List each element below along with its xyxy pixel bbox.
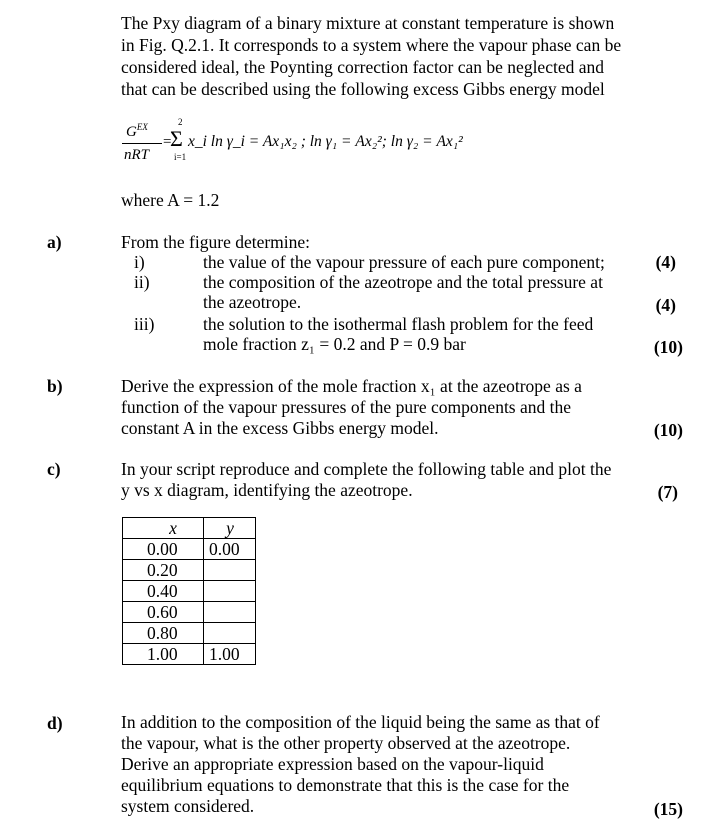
part-d-label: d) [47,713,63,733]
table-row [123,581,256,602]
item-text: the solution to the isothermal flash problem for the feed [203,314,594,334]
item-number: iii) [134,314,155,334]
mark: (15) [653,799,683,819]
equation-rhs: x_i ln γ_i = Ax₁x₂ ; ln γ₁ = Ax₂²; ln γ₂ = Ax₁² [188,133,463,150]
equation-numerator: $G^{EX}$ [126,122,148,140]
item-text: the azeotrope. [203,292,302,312]
part-d-text: the vapour, what is the other property observed at the azeotrope. [121,733,571,753]
summation-symbol: Σ [170,126,183,151]
part-b-text: function of the vapour pressures of the pure components and the [121,397,572,417]
mark: (7) [657,482,678,502]
mark: (4) [655,252,676,272]
table-cell-y: 0.00 [204,539,256,560]
xy-table [122,517,256,665]
mark: (10) [653,337,683,357]
table-cell-x: 0.80 [123,623,204,644]
table-cell-y [204,623,256,644]
mark: (10) [653,420,683,440]
part-d-text: In addition to the composition of the liquid being the same as that of [121,712,600,732]
table-cell-x: 0.60 [123,602,204,623]
part-c-text: In your script reproduce and complete the following table and plot the [121,459,612,479]
equals-sign: = [163,134,172,150]
table-header-row [123,518,256,539]
part-c-label: c) [47,459,61,479]
intro-line: considered ideal, the Poynting correction factor can be neglected and [121,57,604,77]
part-d-text: Derive an appropriate expression based on the vapour-liquid [121,754,544,774]
part-b-text: constant A in the excess Gibbs energy model. [121,418,439,438]
part-b-label: b) [47,376,63,396]
item-text: the value of the vapour pressure of each pure component; [203,252,605,272]
table-cell-y [204,560,256,581]
part-a-lead: From the figure determine: [121,232,311,252]
table-row [123,623,256,644]
part-d-text: system considered. [121,796,255,816]
part-a-label: a) [47,232,62,252]
table-cell-x: 1.00 [123,644,204,665]
intro-line: The Pxy diagram of a binary mixture at constant temperature is shown [121,13,615,33]
table-header-y: y [204,518,256,539]
part-d-text: equilibrium equations to demonstrate that this is the case for the [121,775,570,795]
item-text: the composition of the azeotrope and the total pressure at [203,272,603,292]
where-text: where A = 1.2 [121,190,220,210]
item-text: mole fraction z₁ = 0.2 and P = 0.9 bar [203,334,466,354]
item-number: i) [134,252,145,272]
mark: (4) [655,295,676,315]
table-row [123,644,256,665]
sum-upper-limit: 2 [178,117,183,127]
table-cell-y [204,581,256,602]
table-cell-x: 0.00 [123,539,204,560]
table-row [123,560,256,581]
table-header-x: x [123,518,204,539]
table-cell-x: 0.20 [123,560,204,581]
sum-lower-limit: i=1 [174,152,187,162]
table-cell-y: 1.00 [204,644,256,665]
table-cell-y [204,602,256,623]
table-row [123,602,256,623]
table-row [123,539,256,560]
intro-line: in Fig. Q.2.1. It corresponds to a system where the vapour phase can be [121,35,622,55]
item-number: ii) [134,272,150,292]
part-c-text: y vs x diagram, identifying the azeotrope. [121,480,413,500]
part-b-text: Derive the expression of the mole fraction x₁ at the azeotrope as a [121,376,582,396]
fraction-bar [122,143,162,144]
table-cell-x: 0.40 [123,581,204,602]
intro-line: that can be described using the following excess Gibbs energy model [121,79,605,99]
equation-denominator: nRT [124,147,150,163]
